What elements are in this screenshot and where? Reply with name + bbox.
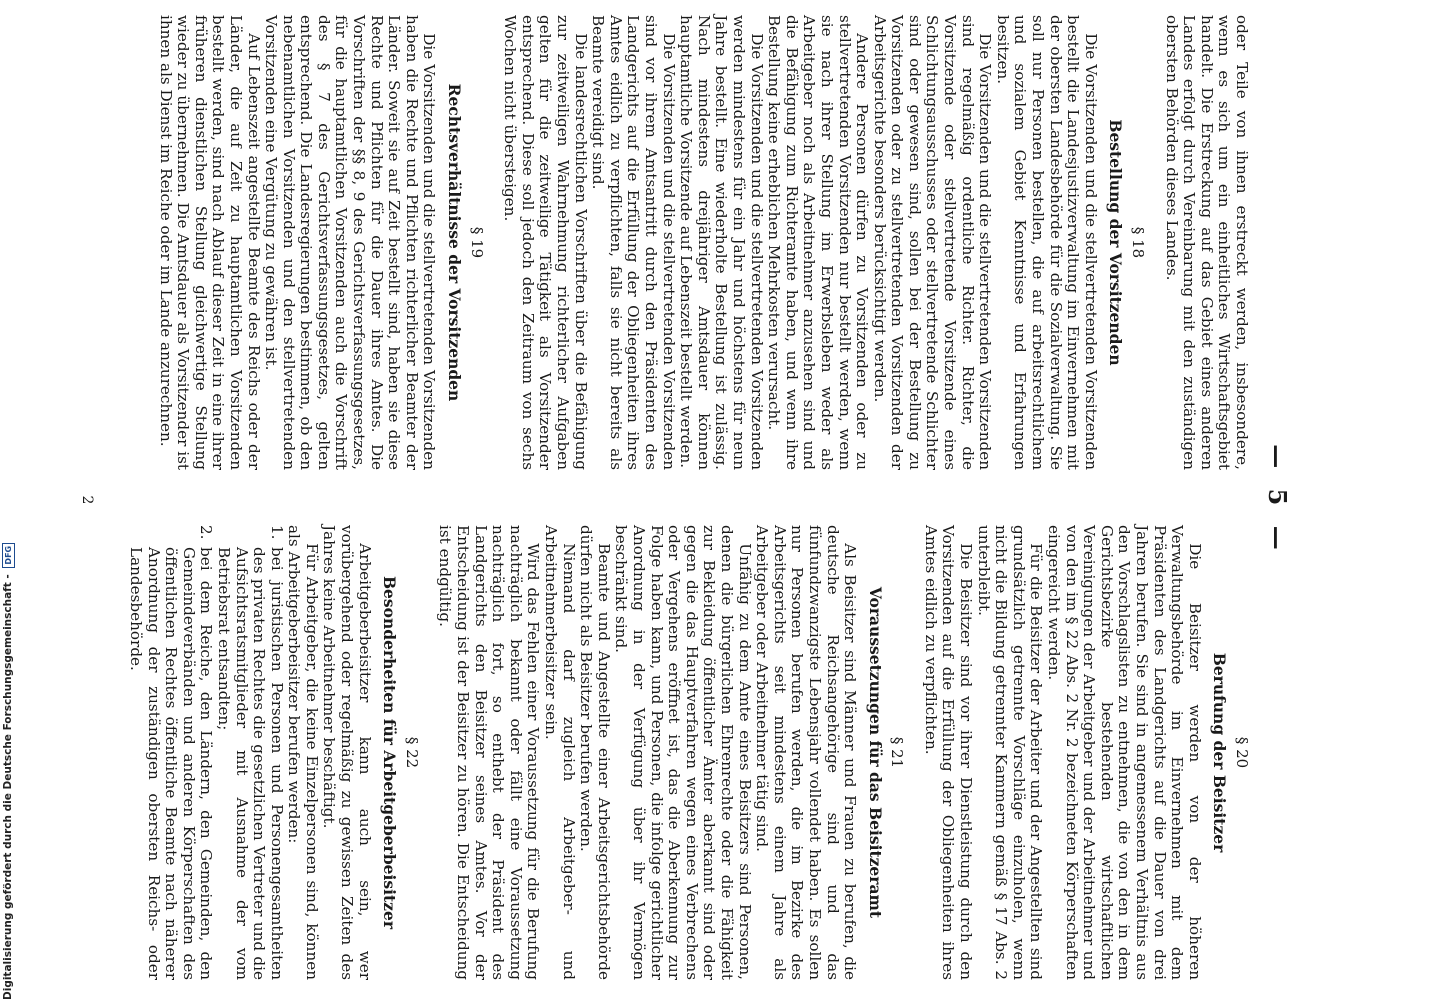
section-21-paragraph: Als Beisitzer sind Männer und Frauen zu berufen, die deutsche Reichsangehörige sind und das fünfundzwanzigste Lebensjahr vollendet haben. Es sollen nur Personen berufen werden, die im Bezirke des Arbeitsgerichts seit mindestens einem Jahre als Arbeitgeber oder Arbeitnehmer tätig sind. xyxy=(753,525,860,980)
section-18-paragraph: Die Vorsitzenden und die stellvertretenden Vorsitzenden werden mindestens für ein Jahr und höchstens für neun Jahre bestellt. Eine wiederholte Bestellung ist zulässig. Nach mindestens dreijähriger Amtsdauer können hauptamtliche Vorsitzende auf Lebenszeit bestellt werden. xyxy=(677,15,766,470)
section-20-paragraph: Die Beisitzer werden von der höheren Verwaltungsbehörde im Einvernehmen mit dem Präsidenten des Landgerichts auf die Dauer von drei Jahren berufen. Sie sind in angemessenem Verhältnis aus den Vorschlagslisten zu entnehmen, die von den in dem Gerichtsbezirke bestehenden wirtschaftlichen Vereinigungen der Arbeitgeber und der Arbeitnehmer und von den im § 22 Abs. 2 Nr. 2 bezeichneten Körperschaften eingereicht werden. xyxy=(1045,525,1204,980)
section-18-number: § 18 xyxy=(1129,226,1148,259)
section-21-number: § 21 xyxy=(888,736,907,769)
section-21-paragraph: Wird das Fehlen einer Voraussetzung für die Berufung nachträglich bekannt oder fällt eine Voraussetzung nachträglich fort, so enthebt der Präsident des Landgerichts den Beisitzer seines Amtes. Vor der Entscheidung ist der Beisitzer zu hören. Die Entscheidung ist endgültig. xyxy=(436,525,543,980)
section-22-paragraph: Arbeitgeberbeisitzer kann auch sein, wer vorübergehend oder regelmäßig zu gewissen Zeiten des Jahres keine Arbeitnehmer beschäftigt. xyxy=(320,525,374,980)
document-page xyxy=(79,0,1300,1000)
digitization-watermark xyxy=(2,543,15,1000)
section-19-number: § 19 xyxy=(467,226,486,259)
list-item-text: bei dem Reiche, den Ländern, den Gemeinden, den Gemeindeverbänden und anderen Körperschaften des öffentlichen Rechtes öffentliche Beamte nach näherer Anordnung der zuständigen obersten Reichs- oder Landesbehörde. xyxy=(126,547,216,980)
section-18-paragraph: Andere Personen dürfen zu Vorsitzenden oder zu stellvertretenden Vorsitzenden nur bestellt werden, wenn sie nach ihrer Stellung im Erwerbsleben weder als Arbeitgeber noch als Arbeitnehmer anzusehen sind und die Befähigung zum Richteramte haben, und wenn ihre Bestellung keine erheblichen Mehrkosten verursacht. xyxy=(765,15,872,470)
section-18-paragraph: Die Vorsitzenden und die stellvertretenden Vorsitzenden sind vor ihrem Amtsantritt durch den Präsidenten des Landgerichts auf die Erfüllung der Obliegenheiten ihres Amtes eidlich zu verpflichten, falls sie nicht bereits als Beamte vereidigt sind. xyxy=(589,15,678,470)
watermark-text: Digitalisierung gefördert durch die Deutsche Forschungsgemeinschaft - xyxy=(2,574,14,1000)
right-column xyxy=(126,525,1250,980)
section-22-title: Besonderheiten für Arbeitgeberbeisitzer xyxy=(380,575,400,930)
page-number: — 5 — xyxy=(1263,444,1292,556)
intro-paragraph: oder Teile von ihnen erstreckt werden, insbesondere, wenn es sich um ein einheitliches Wirtschaftsgebiet handelt. Die Erstreckung auf das Gebiet eines anderen Landes erfolgt durch Vereinbarung mit den zuständigen obersten Behörden dieses Landes. xyxy=(1162,15,1251,470)
section-20-number: § 20 xyxy=(1233,736,1251,769)
list-item-text: bei juristischen Personen und Personengesamtheiten des privaten Rechtes die gesetzlichen Vertreter und die Aufsichtsratsmitglieder mit Ausnahme der vom Betriebsrat entsandten; xyxy=(214,547,286,980)
section-19-paragraph: Die Vorsitzenden und die stellvertretenden Vorsitzenden haben die Rechte und Pflichten richterlicher Beamter der Länder. Soweit sie auf Zeit bestellt sind, haben sie diese Rechte und Pflichten für die Dauer ihres Amtes. Die Vorschriften der §§ 8, 9 des Gerichtsverfassungsgesetzes, für die hauptamtlichen Vorsitzenden auch die Vorschrift des § 7 des Gerichtsverfassungsgesetzes, gelten entsprechend. Die Landesregierungen bestimmen, ob den nebenamtlichen Vorsitzenden und den stellvertretenden Vorsitzenden eine Vergütung zu gewähren ist. xyxy=(262,15,439,470)
section-18-title: Bestellung der Vorsitzenden xyxy=(1106,119,1126,366)
left-column xyxy=(156,15,1250,470)
list-item-number: 1. xyxy=(267,525,286,540)
section-18-paragraph: Die landesrechtlichen Vorschriften über die Befähigung zur zeitweiligen Wahrnehmung richterlicher Aufgaben gelten für die zeitweilige Tätigkeit als Vorsitzender entsprechend. Diese soll jedoch den Zeitraum von sechs Wochen nicht übersteigen. xyxy=(501,15,590,470)
footer-page-number: 2 xyxy=(79,495,95,505)
section-18-paragraph: Die Vorsitzenden und die stellvertretenden Vorsitzenden bestellt die Landesjustizverwaltung im Einvernehmen mit der obersten Landesbehörde für die Sozialverwaltung. Sie soll nur Personen bestellen, die auf arbeitsrechtlichem und sozialem Gebiet Kenntnisse und Erfahrungen besitzen. xyxy=(993,15,1100,470)
section-22-number: § 22 xyxy=(402,736,421,769)
list-item xyxy=(126,525,214,980)
list-item xyxy=(214,525,284,980)
section-19-paragraph: Auf Lebenszeit angestellte Beamte des Reichs oder der Länder, die auf Zeit zu hauptamtlichen Vorsitzenden bestellt werden, sind nach Ablauf dieser Zeit in eine ihrer früheren dienstlichen Stellung gleichwertige Stellung wieder zu übernehmen. Die Amtsdauer als Vorsitzender ist ihnen als Dienst im Reiche oder im Lande anzurechnen. xyxy=(156,15,263,470)
section-18-paragraph: Die Vorsitzenden und die stellvertretenden Vorsitzenden sind regelmäßig ordentliche Richter. Richter, die Vorsitzende oder stellvertretende Vorsitzende eines Schlichtungsausschusses oder stellvertretende Schlichter sind oder gewesen sind, sollen bei der Bestellung zu Vorsitzenden oder zu stellvertretenden Vorsitzenden der Arbeitsgerichte besonders berücksichtigt werden. xyxy=(870,15,995,470)
section-22-paragraph: Für Arbeitgeber, die keine Einzelpersonen sind, können als Arbeitgeberbeisitzer berufen werden: xyxy=(285,525,321,980)
dfg-logo: DFG xyxy=(2,543,15,568)
section-20-paragraph: Für die Beisitzer der Arbeiter und der Angestellten sind grundsätzlich getrennte Vorschläge einzuholen, wenn nicht die Bildung getrennter Kammern gemäß § 17 Abs. 2 unterbleibt. xyxy=(974,525,1046,980)
section-21-title: Voraussetzungen für das Beisitzeramt xyxy=(865,586,885,919)
list-item-number: 2. xyxy=(197,525,216,540)
section-19-title: Rechtsverhältnisse der Vorsitzenden xyxy=(445,83,465,402)
section-20-title: Berufung der Beisitzer xyxy=(1210,652,1230,853)
section-21-paragraph: Beamte und Angestellte einer Arbeitsgerichtsbehörde dürfen nicht als Beisitzer berufen werden. xyxy=(577,525,613,980)
section-21-paragraph: Niemand darf zugleich Arbeitgeber- und Arbeitnehmerbeisitzer sein. xyxy=(542,525,578,980)
section-21-paragraph: Unfähig zu dem Amte eines Beisitzers sind Personen, denen die bürgerlichen Ehrenrechte oder die Fähigkeit zur Bekleidung öffentlicher Ämter aberkannt sind oder gegen die das Hauptverfahren wegen eines Verbrechens oder Vergehens eröffnet ist, das die Aberkennung zur Folge haben kann, und Personen, die infolge gerichtlicher Anordnung in der Verfügung über ihr Vermögen beschränkt sind. xyxy=(612,525,754,980)
section-20-paragraph: Die Beisitzer sind vor ihrer Dienstleistung durch den Vorsitzenden auf die Erfüllung der Obliegenheiten ihres Amtes eidlich zu verpflichten. xyxy=(921,525,976,980)
